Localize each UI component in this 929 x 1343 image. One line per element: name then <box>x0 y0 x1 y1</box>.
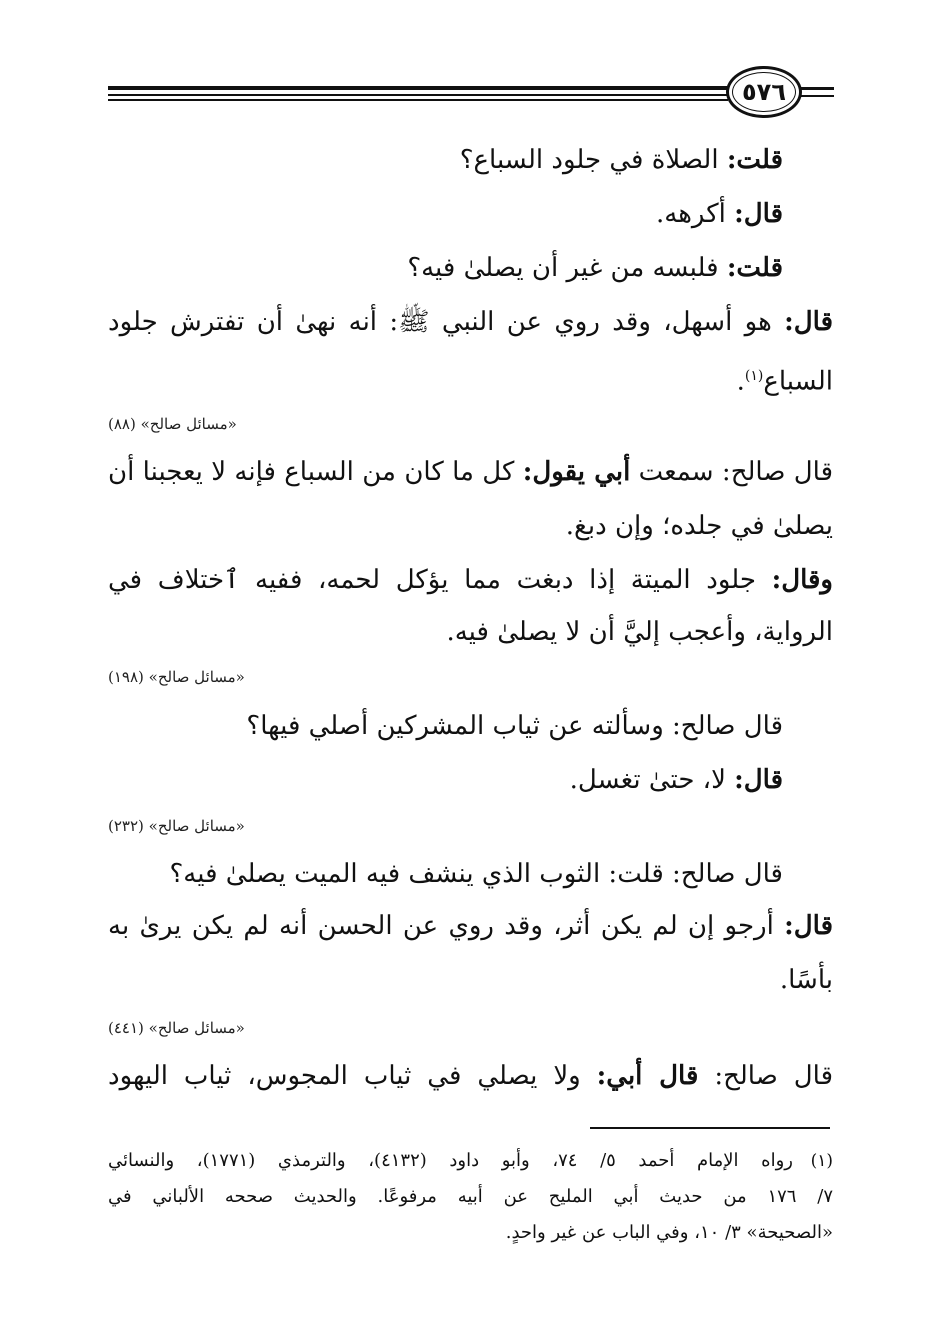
line-text: الصلاة في جلود السباع؟ <box>459 145 727 175</box>
header-rule <box>108 99 728 101</box>
text-line <box>108 452 833 492</box>
speaker-label: قلت: <box>726 145 783 175</box>
text-line <box>656 194 783 234</box>
footnote-line: رواه الإمام أحمد ٥/ ٧٤، وأبو داود (٤١٣٢)، والترمذي (١٧٧١)، والنسائي <box>108 1150 793 1171</box>
text-line: يصلىٰ في جلده؛ وإن دبغ. <box>565 511 833 541</box>
text-line: الرواية، وأعجب إليَّ أن لا يصلىٰ فيه. <box>446 617 833 647</box>
speaker-label: قال: <box>734 765 783 795</box>
line-text: أرجو إن لم يكن أثر، وقد روي عن الحسن أنه لم يكن يرىٰ به <box>108 911 785 941</box>
speaker-label: أبي يقول: <box>522 457 631 487</box>
text-line <box>108 302 833 342</box>
line-text: هو أسهل، وقد روي عن النبي ﷺ: أنه نهىٰ أن تفترش جلود <box>108 307 785 337</box>
line-text: كل ما كان من السباع فإنه لا يعجبنا أن <box>108 457 523 487</box>
text-line: قال صالح: وسألته عن ثياب المشركين أصلي فيها؟ <box>246 711 783 741</box>
line-text: فلبسه من غير أن يصلىٰ فيه؟ <box>407 253 727 283</box>
line-text: ولا يصلي في ثياب المجوس، ثياب اليهود <box>108 1061 597 1091</box>
text-line <box>108 906 833 946</box>
footnote-separator <box>590 1127 830 1129</box>
speaker-label: قال: <box>784 911 833 941</box>
source-citation: «مسائل صالح» (٤٤١) <box>108 1019 245 1037</box>
text-line <box>737 356 833 402</box>
source-citation: «مسائل صالح» (٢٣٢) <box>108 817 245 835</box>
text-line: بأسًا. <box>779 965 833 995</box>
source-citation: «مسائل صالح» (١٩٨) <box>108 668 245 686</box>
footnote-line: ٧/ ١٧٦ من حديث أبي المليح عن أبيه مرفوعًا. والحديث صححه الألباني في <box>108 1186 833 1207</box>
line-text: قال صالح: سمعت <box>630 457 833 487</box>
line-text: قال صالح: <box>698 1061 833 1091</box>
speaker-label: قلت: <box>726 253 783 283</box>
text-line <box>108 560 833 600</box>
line-text: أكرهه. <box>656 199 735 229</box>
header-rule-right <box>800 87 834 90</box>
text-line <box>460 140 783 180</box>
speaker-label: قال أبي: <box>596 1061 699 1091</box>
speaker-label: قال: <box>734 199 783 229</box>
text-line <box>570 760 783 800</box>
footnote-ref: (١) <box>744 368 764 384</box>
footnote-line: «الصحيحة» ٣/ ١٠، وفي الباب عن غير واحدٍ. <box>505 1222 833 1243</box>
source-citation: «مسائل صالح» (٨٨) <box>108 415 237 433</box>
header-rule <box>108 94 728 96</box>
line-text: السباع <box>763 366 833 397</box>
line-text: جلود الميتة إذا دبغت مما يؤكل لحمه، ففيه ٱختلاف في <box>108 565 772 595</box>
header-rule <box>108 86 728 90</box>
line-text: . <box>736 366 745 397</box>
header-rule-right <box>800 95 834 97</box>
speaker-label: قال: <box>784 307 833 337</box>
text-line <box>407 248 783 288</box>
line-text: لا، حتىٰ تغسل. <box>569 765 735 795</box>
footnote-marker: (١) <box>810 1151 833 1171</box>
text-line: قال صالح: قلت: الثوب الذي ينشف فيه الميت يصلىٰ فيه؟ <box>169 859 783 889</box>
page-number: ٥٧٦ <box>726 66 802 118</box>
text-line <box>108 1056 833 1096</box>
speaker-label: وقال: <box>771 565 833 595</box>
